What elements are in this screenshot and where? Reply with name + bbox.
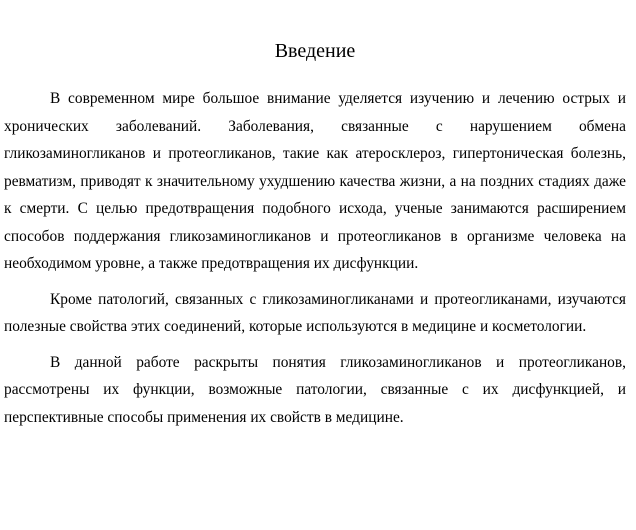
paragraph-introduction: В современном мире большое внимание уделяется изучению и лечению острых и хронических заболеваний. Заболевания, связанные с нарушением обмена гликозаминогликанов и протеогликанов, такие как атеросклероз, гипертоническая болезнь, ревматизм, приводят к значительному ухудшению качества жизни, а на поздних стадиях даже к смерти. С целью предотвращения подобного исхода, ученые занимаются расширением способов поддержания гликозаминогликанов и протеогликанов в организме человека на необходимом уровне, а также предотвращения их дисфункции. bbox=[4, 90, 626, 272]
document-title: Введение bbox=[274, 40, 356, 62]
paragraph-work-scope: В данной работе раскрыты понятия гликозаминогликанов и протеогликанов, рассмотрены их функции, возможные патологии, связанные с их дисфункцией, и перспективные способы применения их свойств в медицине. bbox=[4, 353, 626, 426]
paragraph-useful-properties: Кроме патологий, связанных с гликозаминогликанами и протеогликанами, изучаются полезные свойства этих соединений, которые используются в медицине и косметологии. bbox=[4, 290, 626, 335]
